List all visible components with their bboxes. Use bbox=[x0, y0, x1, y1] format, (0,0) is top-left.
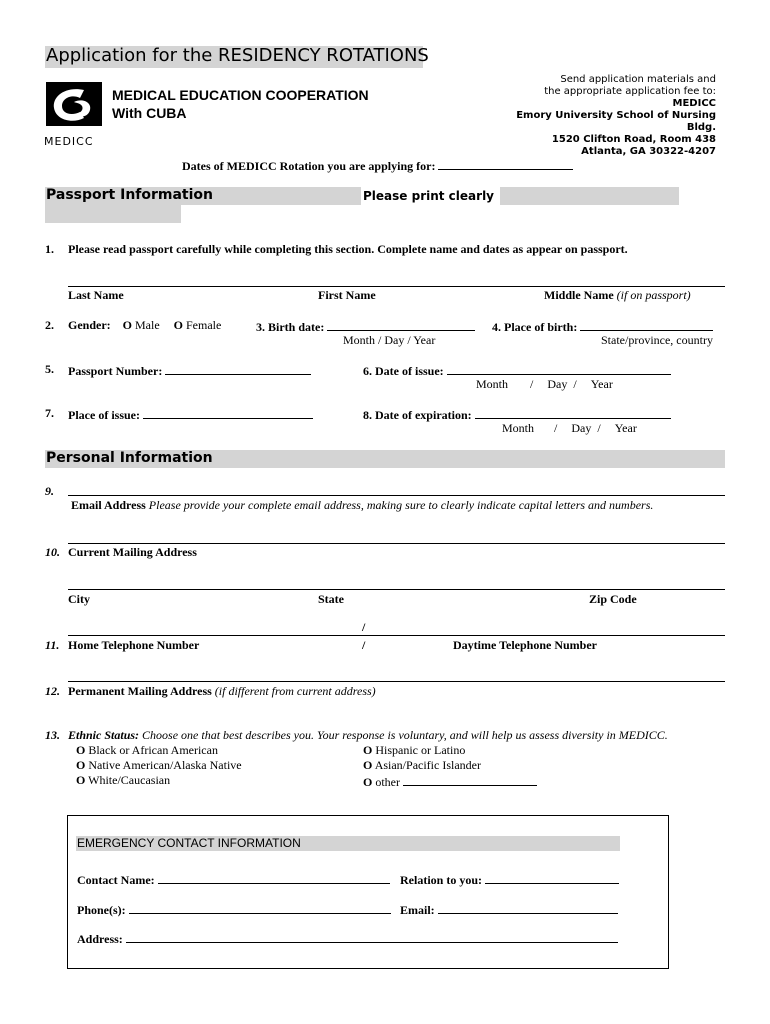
exp-day-hint: Day bbox=[571, 421, 592, 435]
rotation-dates-label bbox=[182, 157, 573, 174]
name-line[interactable] bbox=[68, 286, 725, 287]
issue-date-hint bbox=[476, 377, 613, 392]
ethnic-status-row bbox=[68, 728, 668, 743]
ethnic-hispanic-label: Hispanic or Latino bbox=[375, 743, 466, 757]
day-phone-label: Daytime Telephone Number bbox=[453, 638, 597, 652]
org-name: MEDICAL EDUCATION COOPERATION bbox=[112, 87, 369, 103]
emergency-address-label: Address: bbox=[77, 932, 123, 946]
addr-line-3: Bldg. bbox=[686, 122, 716, 133]
exp-slash-2: / bbox=[597, 421, 601, 435]
gender-female-radio[interactable]: O bbox=[173, 318, 183, 332]
mailing-address-line[interactable] bbox=[68, 543, 725, 544]
issue-place-label: Place of issue: bbox=[68, 408, 140, 422]
q2-num: 2. bbox=[45, 318, 54, 332]
birth-date-label: 3. Birth date: bbox=[256, 320, 325, 334]
send-line-1: Send application materials and bbox=[560, 74, 716, 85]
permanent-address-label: Permanent Mailing Address bbox=[68, 684, 212, 698]
emergency-email-label: Email: bbox=[400, 903, 435, 917]
ethnic-option-white[interactable] bbox=[76, 773, 170, 788]
relation-label: Relation to you: bbox=[400, 873, 482, 887]
print-note: Please print clearly bbox=[363, 189, 494, 203]
q9-num: 9. bbox=[45, 484, 54, 498]
permanent-address-row bbox=[68, 684, 376, 699]
q11-num: 11. bbox=[45, 638, 60, 652]
emergency-address-field[interactable] bbox=[126, 930, 618, 943]
gender-label: Gender: bbox=[68, 318, 111, 332]
birth-place-label: 4. Place of birth: bbox=[492, 320, 578, 334]
gender-male-radio[interactable]: O bbox=[122, 318, 132, 332]
middle-name-note: (if on passport) bbox=[616, 288, 691, 302]
issue-year-hint: Year bbox=[590, 377, 613, 391]
contact-name-label: Contact Name: bbox=[77, 873, 155, 887]
q13-num: 13. bbox=[45, 728, 60, 742]
ethnic-black-radio[interactable]: O bbox=[76, 743, 86, 757]
gender-row bbox=[68, 318, 221, 333]
ethnic-status-label: Ethnic Status: bbox=[68, 728, 140, 742]
phone-line[interactable] bbox=[68, 635, 725, 636]
birth-place-field[interactable] bbox=[580, 318, 713, 331]
issue-place-row bbox=[68, 406, 313, 423]
passport-number-field[interactable] bbox=[165, 362, 311, 375]
ethnic-option-black[interactable] bbox=[76, 743, 218, 758]
ethnic-status-note: Choose one that best describes you. Your response is voluntary, and will help us assess diversity in MEDICC. bbox=[142, 728, 668, 742]
ethnic-asian-label: Asian/Pacific Islander bbox=[374, 758, 481, 772]
mailing-address-label: Current Mailing Address bbox=[68, 545, 197, 559]
email-note: Please provide your complete email address, making sure to clearly indicate capital letters and numbers. bbox=[148, 498, 654, 512]
relation-row bbox=[400, 871, 619, 888]
exp-month-hint: Month bbox=[502, 421, 535, 435]
rotation-dates-text: Dates of MEDICC Rotation you are applying for: bbox=[182, 159, 436, 173]
q10-num: 10. bbox=[45, 545, 60, 559]
birth-date-field[interactable] bbox=[327, 318, 475, 331]
medicc-logo-icon bbox=[44, 80, 104, 128]
send-line-2: the appropriate application fee to: bbox=[544, 86, 716, 97]
birth-place-hint: State/province, country bbox=[601, 333, 713, 347]
ethnic-option-native[interactable] bbox=[76, 758, 242, 773]
issue-date-field[interactable] bbox=[447, 362, 671, 375]
issue-day-hint: Day bbox=[547, 377, 568, 391]
issue-place-field[interactable] bbox=[143, 406, 313, 419]
expiration-hint bbox=[502, 421, 637, 436]
mailing-address-block bbox=[456, 74, 716, 158]
ethnic-hispanic-radio[interactable]: O bbox=[363, 743, 373, 757]
ethnic-asian-radio[interactable]: O bbox=[363, 758, 373, 772]
phones-label: Phone(s): bbox=[77, 903, 126, 917]
phone-slash-bottom: / bbox=[362, 638, 366, 652]
addr-line-5: Atlanta, GA 30322-4207 bbox=[581, 146, 716, 157]
ethnic-native-label: Native American/Alaska Native bbox=[88, 758, 242, 772]
ethnic-white-radio[interactable]: O bbox=[76, 773, 86, 787]
state-label: State bbox=[318, 592, 344, 606]
exp-slash-1: / bbox=[554, 421, 558, 435]
ethnic-other-label: other bbox=[375, 775, 400, 789]
ethnic-option-other[interactable] bbox=[363, 773, 537, 790]
ethnic-other-field[interactable] bbox=[403, 773, 537, 786]
issue-month-hint: Month bbox=[476, 377, 509, 391]
addr-line-2: Emory University School of Nursing bbox=[516, 110, 716, 121]
personal-section-title: Personal Information bbox=[46, 450, 213, 466]
q5-num: 5. bbox=[45, 362, 54, 376]
ethnic-other-radio[interactable]: O bbox=[363, 775, 373, 789]
city-state-zip-line[interactable] bbox=[68, 589, 725, 590]
ethnic-white-label: White/Caucasian bbox=[88, 773, 171, 787]
emergency-email-row bbox=[400, 901, 618, 918]
contact-name-field[interactable] bbox=[158, 871, 390, 884]
addr-line-1: MEDICC bbox=[672, 98, 716, 109]
ethnic-option-hispanic[interactable] bbox=[363, 743, 465, 758]
first-name-label: First Name bbox=[318, 288, 376, 302]
emergency-email-field[interactable] bbox=[438, 901, 618, 914]
passport-number-label: Passport Number: bbox=[68, 364, 163, 378]
gender-male-label: Male bbox=[135, 318, 160, 332]
q1-num: 1. bbox=[45, 242, 54, 256]
rotation-dates-field[interactable] bbox=[438, 157, 573, 170]
print-note-bar bbox=[500, 187, 679, 205]
org-name-sub: With CUBA bbox=[112, 105, 187, 121]
passport-number-row bbox=[68, 362, 311, 379]
birth-date-hint: Month / Day / Year bbox=[343, 333, 436, 347]
ethnic-option-asian[interactable] bbox=[363, 758, 481, 773]
addr-line-4: 1520 Clifton Road, Room 438 bbox=[551, 134, 716, 145]
middle-name-text: Middle Name bbox=[544, 288, 614, 302]
emergency-title: EMERGENCY CONTACT INFORMATION bbox=[77, 836, 301, 850]
gender-female-label: Female bbox=[186, 318, 222, 332]
permanent-address-note: (if different from current address) bbox=[214, 684, 376, 698]
logo-text: MEDICC bbox=[44, 135, 94, 148]
middle-name-label bbox=[544, 288, 691, 303]
phone-slash-top: / bbox=[362, 620, 366, 634]
city-label: City bbox=[68, 592, 90, 606]
issue-slash-1: / bbox=[530, 377, 534, 391]
expiration-field[interactable] bbox=[475, 406, 671, 419]
passport-section-title: Passport Information bbox=[46, 187, 214, 203]
home-phone-label: Home Telephone Number bbox=[68, 638, 200, 652]
email-label-row bbox=[71, 498, 653, 513]
issue-slash-2: / bbox=[573, 377, 577, 391]
last-name-label: Last Name bbox=[68, 288, 124, 302]
q7-num: 7. bbox=[45, 406, 54, 420]
email-label: Email Address bbox=[71, 498, 146, 512]
relation-field[interactable] bbox=[485, 871, 619, 884]
page-title: Application for the RESIDENCY ROTATIONS bbox=[46, 45, 429, 66]
contact-name-row bbox=[77, 871, 390, 888]
q1-text: Please read passport carefully while completing this section. Complete name and dates as appear on passport. bbox=[68, 242, 628, 256]
ethnic-black-label: Black or African American bbox=[88, 743, 218, 757]
expiration-label: 8. Date of expiration: bbox=[363, 408, 472, 422]
phones-row bbox=[77, 901, 391, 918]
permanent-address-line[interactable] bbox=[68, 681, 725, 682]
issue-date-label: 6. Date of issue: bbox=[363, 364, 444, 378]
zip-label: Zip Code bbox=[589, 592, 637, 606]
email-line[interactable] bbox=[68, 495, 725, 496]
phones-field[interactable] bbox=[129, 901, 391, 914]
q12-num: 12. bbox=[45, 684, 60, 698]
medicc-logo bbox=[44, 80, 104, 148]
ethnic-native-radio[interactable]: O bbox=[76, 758, 86, 772]
emergency-address-row bbox=[77, 930, 618, 947]
exp-year-hint: Year bbox=[614, 421, 637, 435]
